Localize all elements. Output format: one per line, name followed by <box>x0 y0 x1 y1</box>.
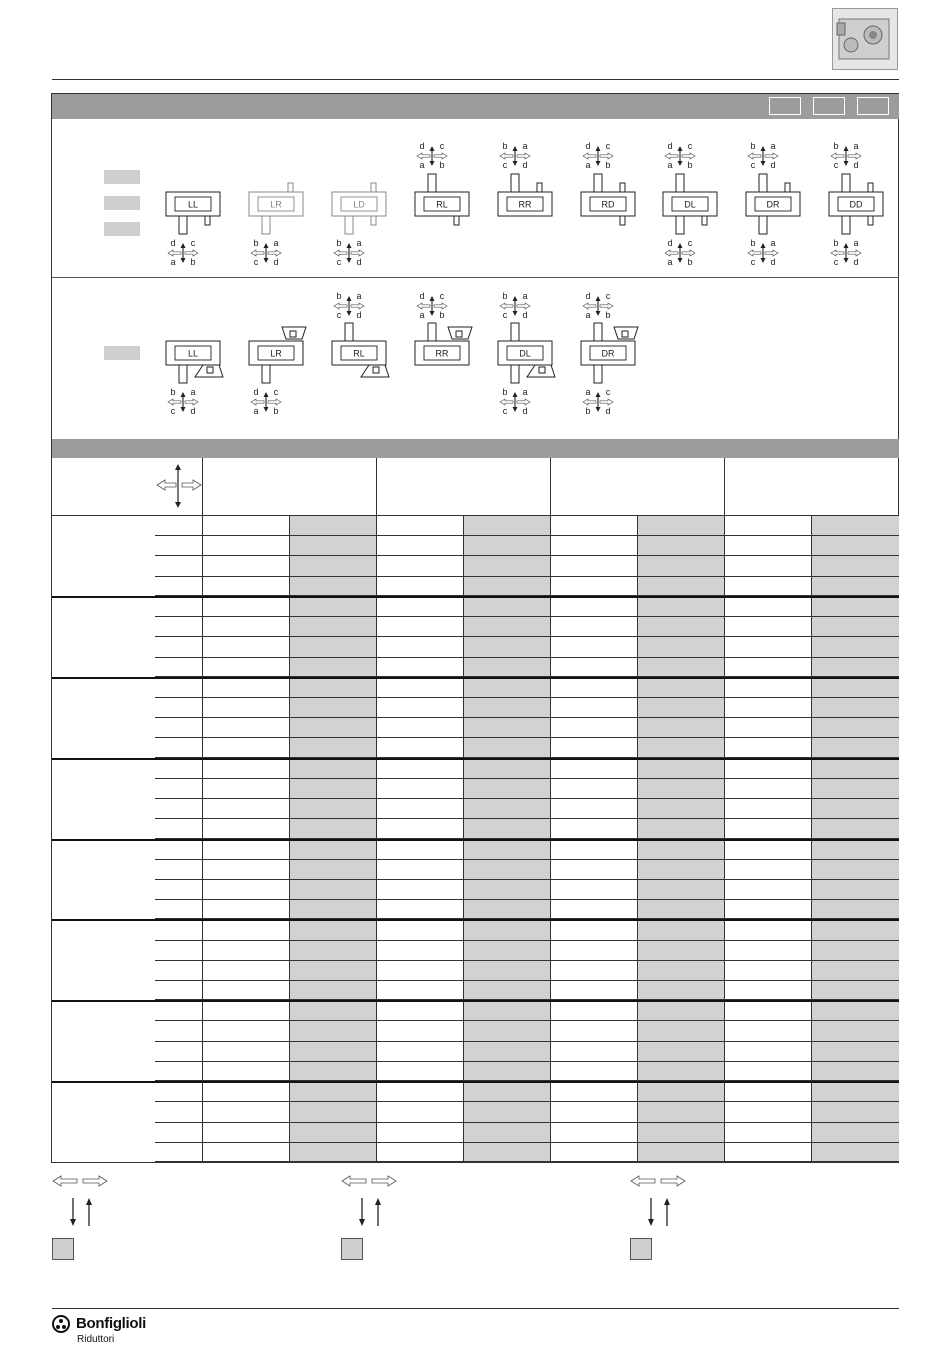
rotation-label: d <box>356 310 362 320</box>
mounting-diagram-ll <box>166 192 220 267</box>
mounting-diagram-rr <box>498 141 552 216</box>
mounting-label: LR <box>270 348 282 359</box>
rotation-label: b <box>750 141 756 151</box>
mounting-label: RR <box>435 348 449 359</box>
rotation-label: c <box>170 406 176 416</box>
rotation-label: d <box>853 160 859 170</box>
rotation-label: b <box>833 238 839 248</box>
rotation-label: b <box>336 238 342 248</box>
rotation-label: a <box>770 238 776 248</box>
column-group-divider <box>550 458 551 515</box>
rotation-label: a <box>667 257 673 267</box>
rotation-label: a <box>170 257 176 267</box>
rotation-label: c <box>502 160 508 170</box>
mounting-label: RL <box>353 348 365 359</box>
table-row <box>155 1101 899 1102</box>
bottom-rule <box>52 1308 899 1309</box>
rotation-label: c <box>439 291 445 301</box>
mounting-diagram-ld <box>332 183 386 267</box>
table-bottom-line <box>52 1162 899 1163</box>
rotation-label: b <box>605 310 611 320</box>
table-row <box>155 980 899 981</box>
mounting-label: RR <box>518 199 532 210</box>
rotation-label: d <box>419 291 425 301</box>
mounting-label: LR <box>270 199 282 210</box>
rotation-label: d <box>356 257 362 267</box>
rotation-label: b <box>687 160 693 170</box>
rotation-axis-icon <box>155 462 203 510</box>
column-group-divider <box>724 458 725 515</box>
rotation-label: a <box>585 310 591 320</box>
mounting-label: DR <box>601 348 615 359</box>
mounting-diagram-dl <box>663 141 717 267</box>
rotation-label: c <box>605 387 611 397</box>
mounting-diagram-dd <box>829 141 883 267</box>
table-row <box>155 798 899 799</box>
rotation-label: c <box>605 141 611 151</box>
legend-swatch-1 <box>52 1238 74 1260</box>
table-row <box>155 960 899 961</box>
mounting-label: DL <box>519 348 531 359</box>
rotation-label: d <box>253 387 259 397</box>
rotation-label: a <box>522 387 528 397</box>
table-row <box>155 1122 899 1123</box>
rotation-label: a <box>522 141 528 151</box>
table-row <box>155 778 899 779</box>
rotation-label: a <box>273 238 279 248</box>
group-divider <box>52 919 899 921</box>
rotation-label: b <box>585 406 591 416</box>
rotation-label: d <box>853 257 859 267</box>
mounting-diagram-rl <box>415 141 469 225</box>
mounting-diagrams <box>0 0 950 440</box>
motor-mounting-diagram-lr <box>249 327 306 416</box>
motor-mounting-diagram-dr <box>581 291 638 416</box>
table-row <box>155 535 899 536</box>
mounting-diagram-dr <box>746 141 800 267</box>
rotation-label: d <box>170 238 176 248</box>
rotation-label: d <box>419 141 425 151</box>
rotation-label: d <box>770 257 776 267</box>
rotation-label: d <box>605 406 611 416</box>
mounting-label: RL <box>436 199 448 210</box>
rotation-label: c <box>502 406 508 416</box>
mounting-diagram-lr <box>249 183 303 267</box>
legend-swatch-3 <box>630 1238 652 1260</box>
motor-mounting-diagram-dl <box>498 291 555 416</box>
table-row <box>155 1020 899 1021</box>
mounting-label: DD <box>849 199 863 210</box>
rotation-label: a <box>853 141 859 151</box>
rotation-label: a <box>253 406 259 416</box>
rotation-label: c <box>750 257 756 267</box>
mounting-label: LL <box>187 199 199 210</box>
rotation-label: d <box>667 141 673 151</box>
rotation-label: b <box>833 141 839 151</box>
bonfiglioli-logo-icon <box>52 1315 70 1333</box>
rotation-label: d <box>190 406 196 416</box>
rotation-label: c <box>253 257 259 267</box>
mounting-diagram-rd <box>581 141 635 225</box>
legend-swatch-2 <box>341 1238 363 1260</box>
rotation-label: c <box>605 291 611 301</box>
rotation-label: d <box>770 160 776 170</box>
rotation-label: b <box>253 238 259 248</box>
rotation-label: b <box>336 291 342 301</box>
rotation-label: a <box>190 387 196 397</box>
rotation-label: c <box>687 238 693 248</box>
table-row <box>155 879 899 880</box>
rotation-label: c <box>336 310 342 320</box>
rotation-label: b <box>439 160 445 170</box>
brand-subtitle: Riduttori <box>77 1334 115 1345</box>
rotation-label: b <box>273 406 279 416</box>
mounting-label: DL <box>684 199 696 210</box>
rotation-label: a <box>419 310 425 320</box>
group-divider <box>52 839 899 841</box>
table-header-bar <box>52 439 899 458</box>
table-row <box>155 737 899 738</box>
rotation-label: a <box>522 291 528 301</box>
motor-mounting-diagram-rl <box>332 291 389 377</box>
mounting-label: DR <box>766 199 780 210</box>
group-divider <box>52 596 899 598</box>
rotation-label: b <box>502 387 508 397</box>
rotation-label: c <box>439 141 445 151</box>
mounting-label: RD <box>601 199 615 210</box>
rotation-label: a <box>585 387 591 397</box>
group-divider <box>52 1081 899 1083</box>
rotation-label: a <box>356 291 362 301</box>
rotation-label: d <box>667 238 673 248</box>
rotation-label: a <box>585 160 591 170</box>
table-row <box>155 657 899 658</box>
table-row <box>155 940 899 941</box>
rotation-label: b <box>605 160 611 170</box>
group-divider <box>52 758 899 760</box>
rotation-label: d <box>522 160 528 170</box>
rotation-label: c <box>833 257 839 267</box>
table-row <box>155 1041 899 1042</box>
rotation-label: c <box>833 160 839 170</box>
header-bottom-line <box>52 515 899 516</box>
table-row <box>155 717 899 718</box>
table-row <box>155 636 899 637</box>
rotation-label: c <box>336 257 342 267</box>
group-divider <box>52 1000 899 1002</box>
table-row <box>155 899 899 900</box>
table-row <box>155 616 899 617</box>
rotation-label: b <box>502 141 508 151</box>
rotation-label: b <box>502 291 508 301</box>
rotation-label: c <box>750 160 756 170</box>
rotation-label: a <box>356 238 362 248</box>
mounting-label: LD <box>353 199 365 210</box>
rotation-label: d <box>522 406 528 416</box>
rotation-label: b <box>687 257 693 267</box>
table-row <box>155 576 899 577</box>
rotation-label: d <box>273 257 279 267</box>
column-group-divider <box>376 458 377 515</box>
table-row <box>155 1061 899 1062</box>
rotation-label: a <box>419 160 425 170</box>
rotation-label: b <box>750 238 756 248</box>
motor-mounting-diagram-rr <box>415 291 472 365</box>
table-row <box>155 818 899 819</box>
table-row <box>155 697 899 698</box>
rotation-label: c <box>273 387 279 397</box>
motor-mounting-diagram-ll <box>166 341 223 416</box>
rotation-label: a <box>667 160 673 170</box>
rotation-label: c <box>687 141 693 151</box>
rotation-label: d <box>585 141 591 151</box>
table-row <box>155 859 899 860</box>
table-row <box>155 1142 899 1143</box>
rotation-label: b <box>439 310 445 320</box>
rotation-label: d <box>522 310 528 320</box>
mounting-label: LL <box>187 348 199 359</box>
brand-name: Bonfiglioli <box>76 1315 147 1332</box>
group-divider <box>52 677 899 679</box>
rotation-label: b <box>190 257 196 267</box>
rotation-label: a <box>770 141 776 151</box>
rotation-label: c <box>502 310 508 320</box>
rotation-label: d <box>585 291 591 301</box>
rotation-label: c <box>190 238 196 248</box>
table-row <box>155 555 899 556</box>
rotation-label: b <box>170 387 176 397</box>
rotation-label: a <box>853 238 859 248</box>
